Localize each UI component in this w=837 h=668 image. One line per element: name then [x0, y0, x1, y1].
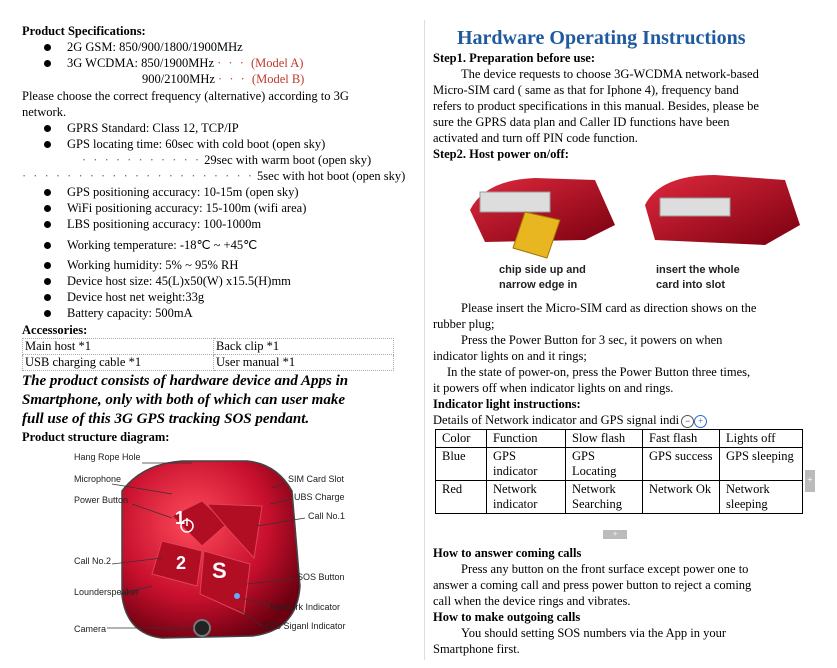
accessories-heading: Accessories: [22, 323, 88, 337]
spec-gps-warm: · · · · · · · · · · · 29sec with warm boot (open sky) [82, 153, 372, 167]
power-line-3: Press the Power Button for 3 sec, it powers on when [461, 333, 723, 347]
table-cell: Blue [436, 448, 487, 481]
collapse-icon[interactable]: − [681, 415, 694, 428]
step2-heading: Step2. Host power on/off: [433, 147, 569, 161]
table-cell: Red [436, 481, 487, 514]
accessories-table [22, 338, 394, 371]
step1-line-5: activated and turn off PIN code function. [433, 131, 638, 145]
bullet-icon [44, 242, 51, 249]
table-row [436, 481, 803, 514]
table-row [23, 339, 394, 355]
bullet-icon [44, 221, 51, 228]
model-a-label: (Model A) [251, 56, 304, 70]
table-row [23, 355, 394, 371]
outgoing-line-1: You should setting SOS numbers via the App in your [461, 626, 727, 640]
call-1-glyph: 1 [175, 508, 186, 528]
table-header-cell: Fast flash [643, 430, 720, 448]
step1-heading: Step1. Preparation before use: [433, 51, 596, 65]
indicator-heading: Indicator light instructions: [433, 397, 581, 411]
spec-humidity: Working humidity: 5% ~ 95% RH [67, 258, 239, 272]
label-network-indicator: Network Indicator [270, 602, 341, 612]
expand-icon[interactable]: + [694, 415, 707, 428]
choose-line-2: network. [22, 105, 67, 119]
table-cell: Network sleeping [720, 481, 803, 514]
column-divider [424, 20, 425, 660]
caption-chip-side-1: chip side up and [499, 264, 586, 276]
label-hang-rope: Hang Rope Hole [74, 452, 141, 462]
power-line-4: indicator lights on and it rings; [433, 349, 587, 363]
answer-line-2: answer a coming call and press power button to reject a coming [433, 578, 752, 592]
table-cell: GPS indicator [487, 448, 566, 481]
label-camera: Camera [74, 624, 107, 634]
table-row [436, 430, 803, 448]
label-loudspeaker: Lounderspeaker [74, 587, 140, 597]
outgoing-line-2: Smartphone first. [433, 642, 520, 656]
power-line-5: In the state of power-on, press the Power Button three times, [447, 365, 751, 379]
spec-battery: Battery capacity: 500mA [67, 306, 193, 320]
bullet-icon [44, 60, 51, 67]
bullet-icon [44, 44, 51, 51]
caption-insert-2: card into slot [656, 279, 726, 291]
indicator-subheading: Details of Network indicator and GPS signal indi − + [433, 413, 707, 428]
caption-chip-side-2: narrow edge in [499, 279, 578, 291]
label-microphone: Microphone [74, 474, 122, 484]
spec-3g-b: 900/2100MHz · · · (Model B) [142, 72, 305, 86]
table-cell: USB charging cable *1 [23, 355, 214, 371]
table-cell: Back clip *1 [214, 339, 394, 355]
bullet-icon [44, 125, 51, 132]
spec-gprs: GPRS Standard: Class 12, TCP/IP [67, 121, 239, 135]
structure-heading: Product structure diagram: [22, 430, 170, 444]
table-cell: GPS success [643, 448, 720, 481]
label-sos-button: SOS Button [297, 572, 345, 582]
step1-line-3: refers to product specifications in this manual. Besides, please be [433, 99, 759, 113]
table-cell: Network Ok [643, 481, 720, 514]
indicator-table [435, 429, 803, 514]
call-2-glyph: 2 [176, 553, 187, 573]
spec-3g-a: 3G WCDMA: 850/1900MHz · · · (Model A) [67, 56, 304, 70]
sos-glyph: S [212, 558, 227, 583]
structure-diagram [22, 446, 422, 646]
spec-temperature: Working temperature: -18℃ ~ +45℃ [67, 238, 258, 252]
step1-line-2: Micro-SIM card ( same as that for Iphone 4), frequency band [433, 83, 739, 97]
table-cell: GPS Locating [566, 448, 643, 481]
caption-insert-1: insert the whole [656, 264, 740, 276]
answer-heading: How to answer coming calls [433, 546, 582, 560]
table-add-column-button[interactable]: + [805, 470, 815, 492]
label-usb-charge: UBS Charge [294, 492, 345, 502]
italic-note-1: The product consists of hardware device and Apps in [22, 373, 349, 389]
power-line-1: Please insert the Micro-SIM card as direction shows on the [461, 301, 757, 315]
table-header-cell: Function [487, 430, 566, 448]
italic-note-3: full use of this 3G GPS tracking SOS pendant. [22, 411, 310, 427]
answer-line-1: Press any button on the front surface except power one to [461, 562, 749, 576]
spec-wifi-accuracy: WiFi positioning accuracy: 15-100m (wifi area) [67, 201, 307, 215]
label-gps-indicator: GPS Siganl Indicator [262, 621, 346, 631]
spec-lbs-accuracy: LBS positioning accuracy: 100-1000m [67, 217, 262, 231]
table-add-row-button[interactable]: + [603, 530, 627, 539]
label-sim-slot: SIM Card Slot [288, 474, 345, 484]
bullet-icon [44, 278, 51, 285]
table-cell: Network Searching [566, 481, 643, 514]
bullet-icon [44, 141, 51, 148]
power-line-6: it powers off when indicator lights on and rings. [433, 381, 674, 395]
table-header-cell: Slow flash [566, 430, 643, 448]
bullet-icon [44, 262, 51, 269]
label-power-button: Power Button [74, 495, 129, 505]
spec-size: Device host size: 45(L)x50(W) x15.5(H)mm [67, 274, 291, 288]
table-header-cell: Lights off [720, 430, 803, 448]
spec-weight: Device host net weight:33g [67, 290, 205, 304]
spec-gps-cold: GPS locating time: 60sec with cold boot (open sky) [67, 137, 326, 151]
model-b-label: (Model B) [251, 72, 305, 86]
spec-gps-accuracy: GPS positioning accuracy: 10-15m (open sky) [67, 185, 299, 199]
spec-gps-hot: · · · · · · · · · · · · · · · · · · · · · 5sec with hot boot (open sky) [22, 169, 406, 183]
answer-line-3: call when the device rings and vibrates. [433, 594, 631, 608]
bullet-icon [44, 205, 51, 212]
choose-line-1: Please choose the correct frequency (alternative) according to 3G [22, 89, 349, 103]
table-row [436, 448, 803, 481]
step1-line-4: sure the GPRS data plan and Caller ID functions have been [433, 115, 730, 129]
label-call-2: Call No.2 [74, 556, 112, 566]
spec-2g: 2G GSM: 850/900/1800/1900MHz [67, 40, 243, 54]
table-cell: Network indicator [487, 481, 566, 514]
label-call-1: Call No.1 [308, 511, 346, 521]
bullet-icon [44, 294, 51, 301]
bullet-icon [44, 310, 51, 317]
outgoing-heading: How to make outgoing calls [433, 610, 581, 624]
italic-note-2: Smartphone, only with both of which can user make [22, 392, 345, 408]
table-cell: GPS sleeping [720, 448, 803, 481]
table-header-cell: Color [436, 430, 487, 448]
table-cell: User manual *1 [214, 355, 394, 371]
table-cell: Main host *1 [23, 339, 214, 355]
page-title: Hardware Operating Instructions [457, 27, 746, 49]
spec-heading: Product Specifications: [22, 24, 146, 38]
step1-line-1: The device requests to choose 3G-WCDMA network-based [461, 67, 759, 81]
power-line-2: rubber plug; [433, 317, 495, 331]
bullet-icon [44, 189, 51, 196]
